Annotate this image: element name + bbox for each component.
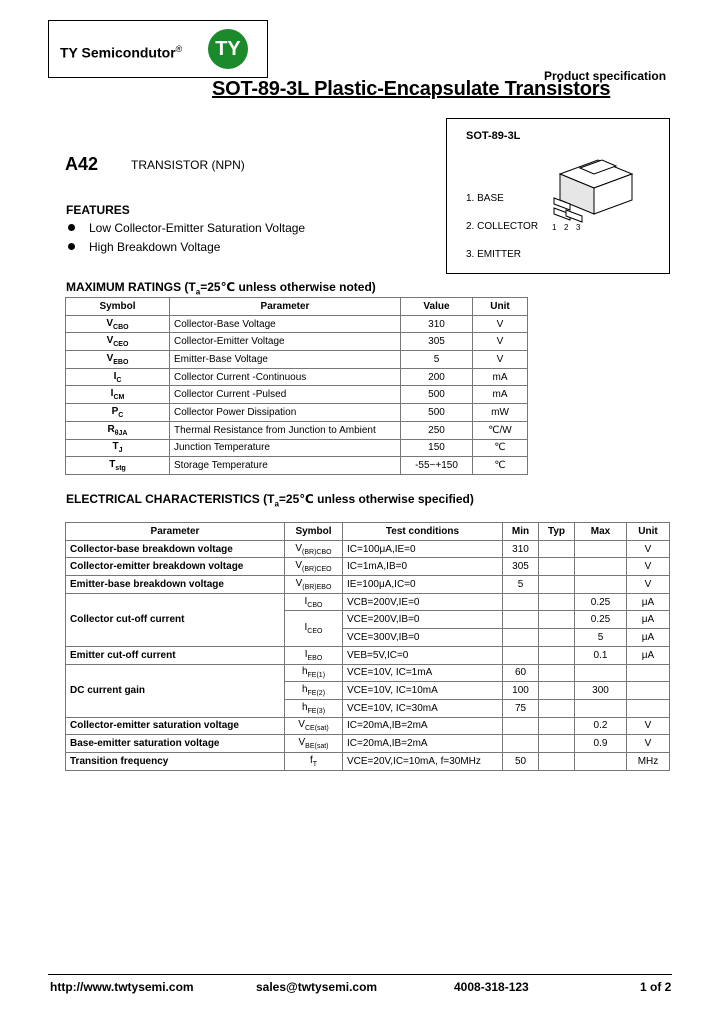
condition-cell: IC=1mA,IB=0 xyxy=(343,558,503,576)
col-header-max: Max xyxy=(575,523,627,541)
symbol-cell: $V_{CEO}$ xyxy=(66,333,170,351)
symbol-cell: $T_J$ xyxy=(66,439,170,457)
condition-cell: VEB=5V,IC=0 xyxy=(343,646,503,664)
table-row xyxy=(66,593,670,611)
value-cell: 500 xyxy=(401,386,473,404)
unit-cell: V xyxy=(473,351,528,369)
symbol-cell: $I_C$ xyxy=(66,368,170,386)
value-cell: 310 xyxy=(401,315,473,333)
footer-divider xyxy=(48,974,672,975)
table-row xyxy=(66,368,528,386)
value-cell: 5 xyxy=(401,351,473,369)
footer-phone: 4008-318-123 xyxy=(454,980,529,994)
unit-cell: V xyxy=(627,735,670,753)
typ-cell xyxy=(539,646,575,664)
value-cell: 500 xyxy=(401,404,473,422)
unit-cell xyxy=(627,682,670,700)
max-cell xyxy=(575,699,627,717)
typ-cell xyxy=(539,664,575,682)
unit-cell: V xyxy=(627,558,670,576)
symbol-cell: $V_{(BR)CBO}$ xyxy=(285,540,343,558)
bullet-icon xyxy=(68,243,75,250)
typ-cell xyxy=(539,629,575,647)
col-header-symbol: Symbol xyxy=(285,523,343,541)
max-cell xyxy=(575,576,627,594)
pin-number-1: 1 xyxy=(552,223,557,232)
min-cell xyxy=(503,611,539,629)
footer-url[interactable]: http://www.twtysemi.com xyxy=(50,980,194,994)
part-number: A42 xyxy=(65,154,99,174)
col-header-unit: Unit xyxy=(627,523,670,541)
max-cell: 0.25 xyxy=(575,611,627,629)
table-row xyxy=(66,735,670,753)
condition-cell: IE=100μA,IC=0 xyxy=(343,576,503,594)
pin-number-2: 2 xyxy=(564,223,569,232)
pin-number-3: 3 xyxy=(576,223,581,232)
min-cell: 5 xyxy=(503,576,539,594)
brand-name: TY Semicondutor® xyxy=(60,44,183,61)
unit-cell: V xyxy=(473,333,528,351)
condition-cell: IC=20mA,IB=2mA xyxy=(343,717,503,735)
parameter-cell: Transition frequency xyxy=(66,752,285,770)
value-cell: -55~+150 xyxy=(401,457,473,475)
parameter-cell: Storage Temperature xyxy=(170,457,401,475)
table-row xyxy=(66,540,670,558)
max-cell: 0.2 xyxy=(575,717,627,735)
parameter-cell: Junction Temperature xyxy=(170,439,401,457)
condition-cell: VCE=200V,IB=0 xyxy=(343,611,503,629)
parameter-cell: Collector-base breakdown voltage xyxy=(66,540,285,558)
min-cell: 100 xyxy=(503,682,539,700)
symbol-cell: $I_{CM}$ xyxy=(66,386,170,404)
parameter-cell: Collector-emitter saturation voltage xyxy=(66,717,285,735)
condition-cell: VCB=200V,IE=0 xyxy=(343,593,503,611)
col-header-min: Min xyxy=(503,523,539,541)
typ-cell xyxy=(539,735,575,753)
unit-cell: MHz xyxy=(627,752,670,770)
typ-cell xyxy=(539,576,575,594)
logo-mark: TY xyxy=(208,29,248,69)
min-cell: 305 xyxy=(503,558,539,576)
symbol-cell: $h_{FE(3)}$ xyxy=(285,699,343,717)
parameter-cell: Collector-emitter breakdown voltage xyxy=(66,558,285,576)
typ-cell xyxy=(539,699,575,717)
page-title: SOT-89-3L Plastic-Encapsulate Transistors xyxy=(212,78,611,100)
electrical-title: ELECTRICAL CHARACTERISTICS ($T_a=25℃$ unless otherwise specified) xyxy=(66,492,474,509)
parameter-cell: Emitter-base breakdown voltage xyxy=(66,576,285,594)
unit-cell: ℃ xyxy=(473,457,528,475)
col-header-parameter: Parameter xyxy=(170,298,401,316)
unit-cell xyxy=(627,699,670,717)
typ-cell xyxy=(539,558,575,576)
part-description: TRANSISTOR (NPN) xyxy=(131,158,245,172)
col-header-value: Value xyxy=(401,298,473,316)
max-cell xyxy=(575,558,627,576)
unit-cell: ℃ xyxy=(473,439,528,457)
typ-cell xyxy=(539,540,575,558)
table-row xyxy=(66,457,528,475)
typ-cell xyxy=(539,717,575,735)
symbol-cell: $R_{\theta JA}$ xyxy=(66,421,170,439)
condition-cell: VCE=300V,IB=0 xyxy=(343,629,503,647)
symbol-cell: $I_{EBO}$ xyxy=(285,646,343,664)
table-row xyxy=(66,404,528,422)
min-cell xyxy=(503,646,539,664)
unit-cell: mA xyxy=(473,386,528,404)
electrical-table xyxy=(65,522,670,771)
max-cell: 300 xyxy=(575,682,627,700)
feature-item: High Breakdown Voltage xyxy=(68,240,220,254)
symbol-cell: $V_{(BR)EBO}$ xyxy=(285,576,343,594)
table-row xyxy=(66,752,670,770)
symbol-cell: $f_T$ xyxy=(285,752,343,770)
symbol-cell: $T_{stg}$ xyxy=(66,457,170,475)
pin-emitter: 3. EMITTER xyxy=(466,249,522,260)
symbol-cell: $V_{EBO}$ xyxy=(66,351,170,369)
footer-page: 1 of 2 xyxy=(640,980,672,994)
typ-cell xyxy=(539,593,575,611)
unit-cell: μA xyxy=(627,629,670,647)
max-cell xyxy=(575,540,627,558)
table-row xyxy=(66,351,528,369)
condition-cell: VCE=20V,IC=10mA, f=30MHz xyxy=(343,752,503,770)
typ-cell xyxy=(539,682,575,700)
condition-cell: VCE=10V, IC=1mA xyxy=(343,664,503,682)
parameter-cell: Emitter cut-off current xyxy=(66,646,285,664)
symbol-cell: $I_{CBO}$ xyxy=(285,593,343,611)
table-row xyxy=(66,646,670,664)
value-cell: 200 xyxy=(401,368,473,386)
max-cell xyxy=(575,752,627,770)
bullet-icon xyxy=(68,224,75,231)
sot89-package-icon xyxy=(546,152,642,232)
parameter-cell: Collector-Emitter Voltage xyxy=(170,333,401,351)
unit-cell xyxy=(627,664,670,682)
symbol-cell: $V_{(BR)CEO}$ xyxy=(285,558,343,576)
value-cell: 250 xyxy=(401,421,473,439)
parameter-cell: Thermal Resistance from Junction to Ambient xyxy=(170,421,401,439)
unit-cell: μA xyxy=(627,646,670,664)
max-cell xyxy=(575,664,627,682)
parameter-cell: Emitter-Base Voltage xyxy=(170,351,401,369)
unit-cell: mW xyxy=(473,404,528,422)
parameter-cell: Collector cut-off current xyxy=(66,593,285,646)
parameter-cell: DC current gain xyxy=(66,664,285,717)
typ-cell xyxy=(539,611,575,629)
max-ratings-title: MAXIMUM RATINGS ($T_a=25℃$ unless otherwise noted) xyxy=(66,280,376,297)
symbol-cell: $V_{BE(sat)}$ xyxy=(285,735,343,753)
table-row xyxy=(66,664,670,682)
value-cell: 150 xyxy=(401,439,473,457)
min-cell xyxy=(503,735,539,753)
max-ratings-table xyxy=(65,297,528,475)
table-header-row xyxy=(66,298,528,316)
col-header-symbol: Symbol xyxy=(66,298,170,316)
symbol-cell: $V_{CBO}$ xyxy=(66,315,170,333)
table-row xyxy=(66,558,670,576)
table-row xyxy=(66,386,528,404)
unit-cell: μA xyxy=(627,593,670,611)
parameter-cell: Base-emitter saturation voltage xyxy=(66,735,285,753)
package-name: SOT-89-3L xyxy=(466,130,521,142)
table-row xyxy=(66,421,528,439)
condition-cell: VCE=10V, IC=10mA xyxy=(343,682,503,700)
symbol-cell: $I_{CEO}$ xyxy=(285,611,343,646)
condition-cell: IC=100μA,IE=0 xyxy=(343,540,503,558)
value-cell: 305 xyxy=(401,333,473,351)
spec-label: Product specification xyxy=(544,69,667,83)
pin-base: 1. BASE xyxy=(466,193,504,204)
unit-cell: V xyxy=(627,540,670,558)
table-row xyxy=(66,576,670,594)
unit-cell: mA xyxy=(473,368,528,386)
condition-cell: VCE=10V, IC=30mA xyxy=(343,699,503,717)
unit-cell: V xyxy=(627,576,670,594)
table-row xyxy=(66,717,670,735)
unit-cell: μA xyxy=(627,611,670,629)
parameter-cell: Collector-Base Voltage xyxy=(170,315,401,333)
unit-cell: V xyxy=(627,717,670,735)
max-cell: 0.1 xyxy=(575,646,627,664)
min-cell xyxy=(503,629,539,647)
min-cell: 75 xyxy=(503,699,539,717)
min-cell xyxy=(503,717,539,735)
col-header-parameter: Parameter xyxy=(66,523,285,541)
min-cell: 310 xyxy=(503,540,539,558)
registered-mark: ® xyxy=(175,44,183,54)
features-title: FEATURES xyxy=(66,203,130,217)
parameter-cell: Collector Current -Pulsed xyxy=(170,386,401,404)
max-cell: 0.25 xyxy=(575,593,627,611)
min-cell xyxy=(503,593,539,611)
symbol-cell: $P_C$ xyxy=(66,404,170,422)
footer-email[interactable]: sales@twtysemi.com xyxy=(256,980,378,994)
col-header-unit: Unit xyxy=(473,298,528,316)
symbol-cell: $V_{CE(sat)}$ xyxy=(285,717,343,735)
unit-cell: V xyxy=(473,315,528,333)
unit-cell: ℃/W xyxy=(473,421,528,439)
col-header-conditions: Test conditions xyxy=(343,523,503,541)
max-cell: 5 xyxy=(575,629,627,647)
condition-cell: IC=20mA,IB=2mA xyxy=(343,735,503,753)
table-row xyxy=(66,333,528,351)
parameter-cell: Collector Current -Continuous xyxy=(170,368,401,386)
col-header-typ: Typ xyxy=(539,523,575,541)
feature-item: Low Collector-Emitter Saturation Voltage xyxy=(68,221,305,235)
typ-cell xyxy=(539,752,575,770)
table-row xyxy=(66,439,528,457)
table-row xyxy=(66,315,528,333)
table-header-row xyxy=(66,523,670,541)
min-cell: 50 xyxy=(503,752,539,770)
parameter-cell: Collector Power Dissipation xyxy=(170,404,401,422)
pin-collector: 2. COLLECTOR xyxy=(466,221,539,232)
symbol-cell: $h_{FE(1)}$ xyxy=(285,664,343,682)
max-cell: 0.9 xyxy=(575,735,627,753)
min-cell: 60 xyxy=(503,664,539,682)
symbol-cell: $h_{FE(2)}$ xyxy=(285,682,343,700)
